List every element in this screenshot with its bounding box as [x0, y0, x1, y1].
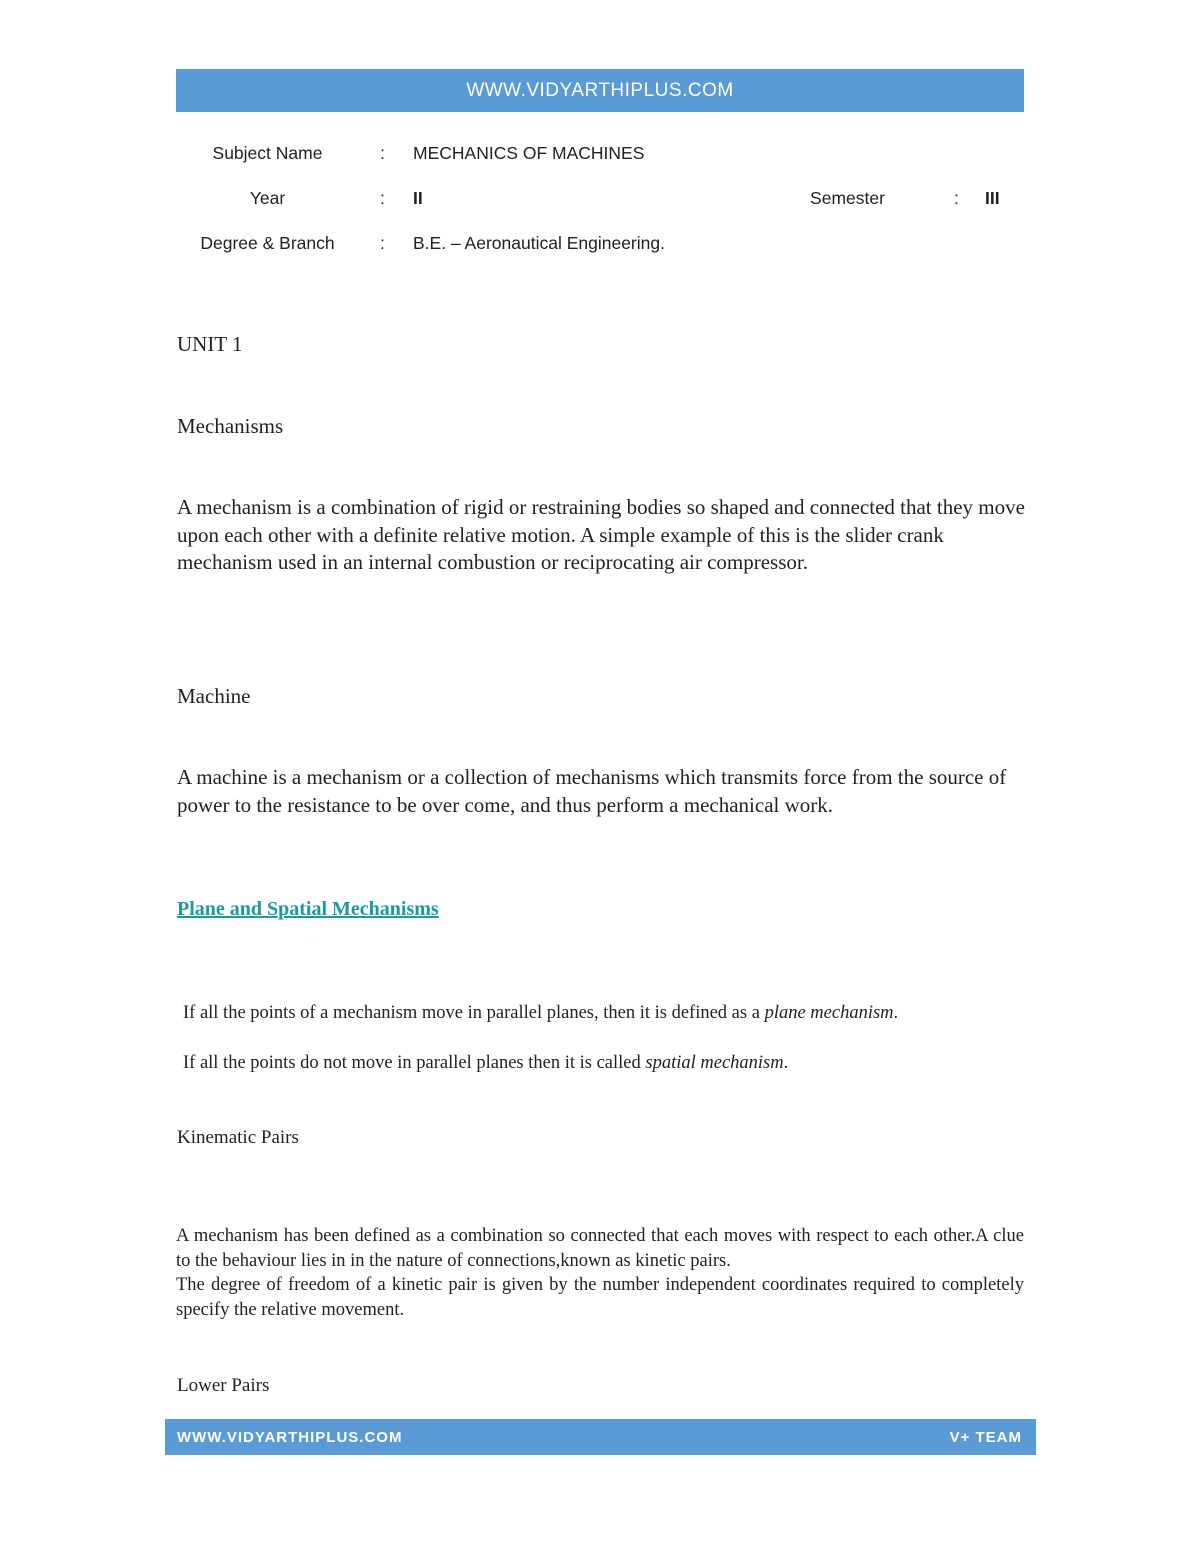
spatial-text-end: . — [783, 1053, 789, 1073]
plane-mechanism-paragraph — [183, 1001, 1023, 1026]
subject-name-value: MECHANICS OF MACHINES — [413, 143, 645, 163]
plane-term: plane mechanism — [764, 1003, 894, 1023]
degree-separator: : — [380, 233, 385, 253]
header-site-url[interactable]: WWW.VIDYARTHIPLUS.COM — [466, 79, 734, 101]
lower-pairs-heading: Lower Pairs — [177, 1375, 270, 1396]
year-value: II — [413, 188, 423, 208]
spatial-mechanism-paragraph — [183, 1051, 1023, 1076]
spatial-term: spatial mechanism — [645, 1053, 784, 1073]
subject-name-label: Subject Name — [212, 143, 323, 163]
footer-banner — [165, 1419, 1036, 1455]
machine-paragraph: A machine is a mechanism or a collection of mechanisms which transmits force from the source of power to the resistance to be over come, and thus perform a mechanical work. — [177, 765, 1007, 817]
unit-title: UNIT 1 — [177, 332, 243, 356]
semester-label: Semester — [810, 188, 885, 208]
degree-branch-value: B.E. – Aeronautical Engineering. — [413, 233, 665, 253]
year-separator: : — [380, 188, 385, 208]
header-banner — [176, 69, 1024, 112]
degree-branch-label: Degree & Branch — [200, 233, 335, 253]
year-label: Year — [249, 188, 286, 208]
footer-site-url[interactable]: WWW.VIDYARTHIPLUS.COM — [177, 1428, 403, 1446]
plane-spatial-heading-link[interactable]: Plane and Spatial Mechanisms — [177, 898, 439, 920]
spatial-text-start: If all the points do not move in parallel planes then it is called — [183, 1053, 641, 1073]
mechanisms-paragraph: A mechanism is a combination of rigid or restraining bodies so shaped and connected that they move upon each other with a definite relative motion. A simple example of this is the slider crank mechanism used in an internal combustion or reciprocating air compressor. — [177, 495, 1025, 574]
machine-heading: Machine — [177, 684, 251, 708]
plane-text-end: . — [893, 1003, 899, 1023]
mechanisms-heading: Mechanisms — [177, 414, 284, 438]
kinematic-paragraph-1: A mechanism has been defined as a combination so connected that each moves with respect to each other.A clue to the behaviour lies in in the nature of connections,known as kinetic pairs. — [176, 1226, 1024, 1271]
semester-separator: : — [954, 188, 959, 208]
kinematic-paragraph-2: The degree of freedom of a kinetic pair is given by the number independent coordinates required to completely specify the relative movement. — [176, 1275, 1024, 1320]
footer-team: V+ TEAM — [949, 1428, 1022, 1446]
semester-value: III — [985, 188, 1000, 208]
plane-text-start: If all the points of a mechanism move in parallel planes, then it is defined as a — [183, 1003, 760, 1023]
kinematic-pairs-heading: Kinematic Pairs — [177, 1127, 299, 1148]
subject-separator: : — [380, 143, 385, 163]
